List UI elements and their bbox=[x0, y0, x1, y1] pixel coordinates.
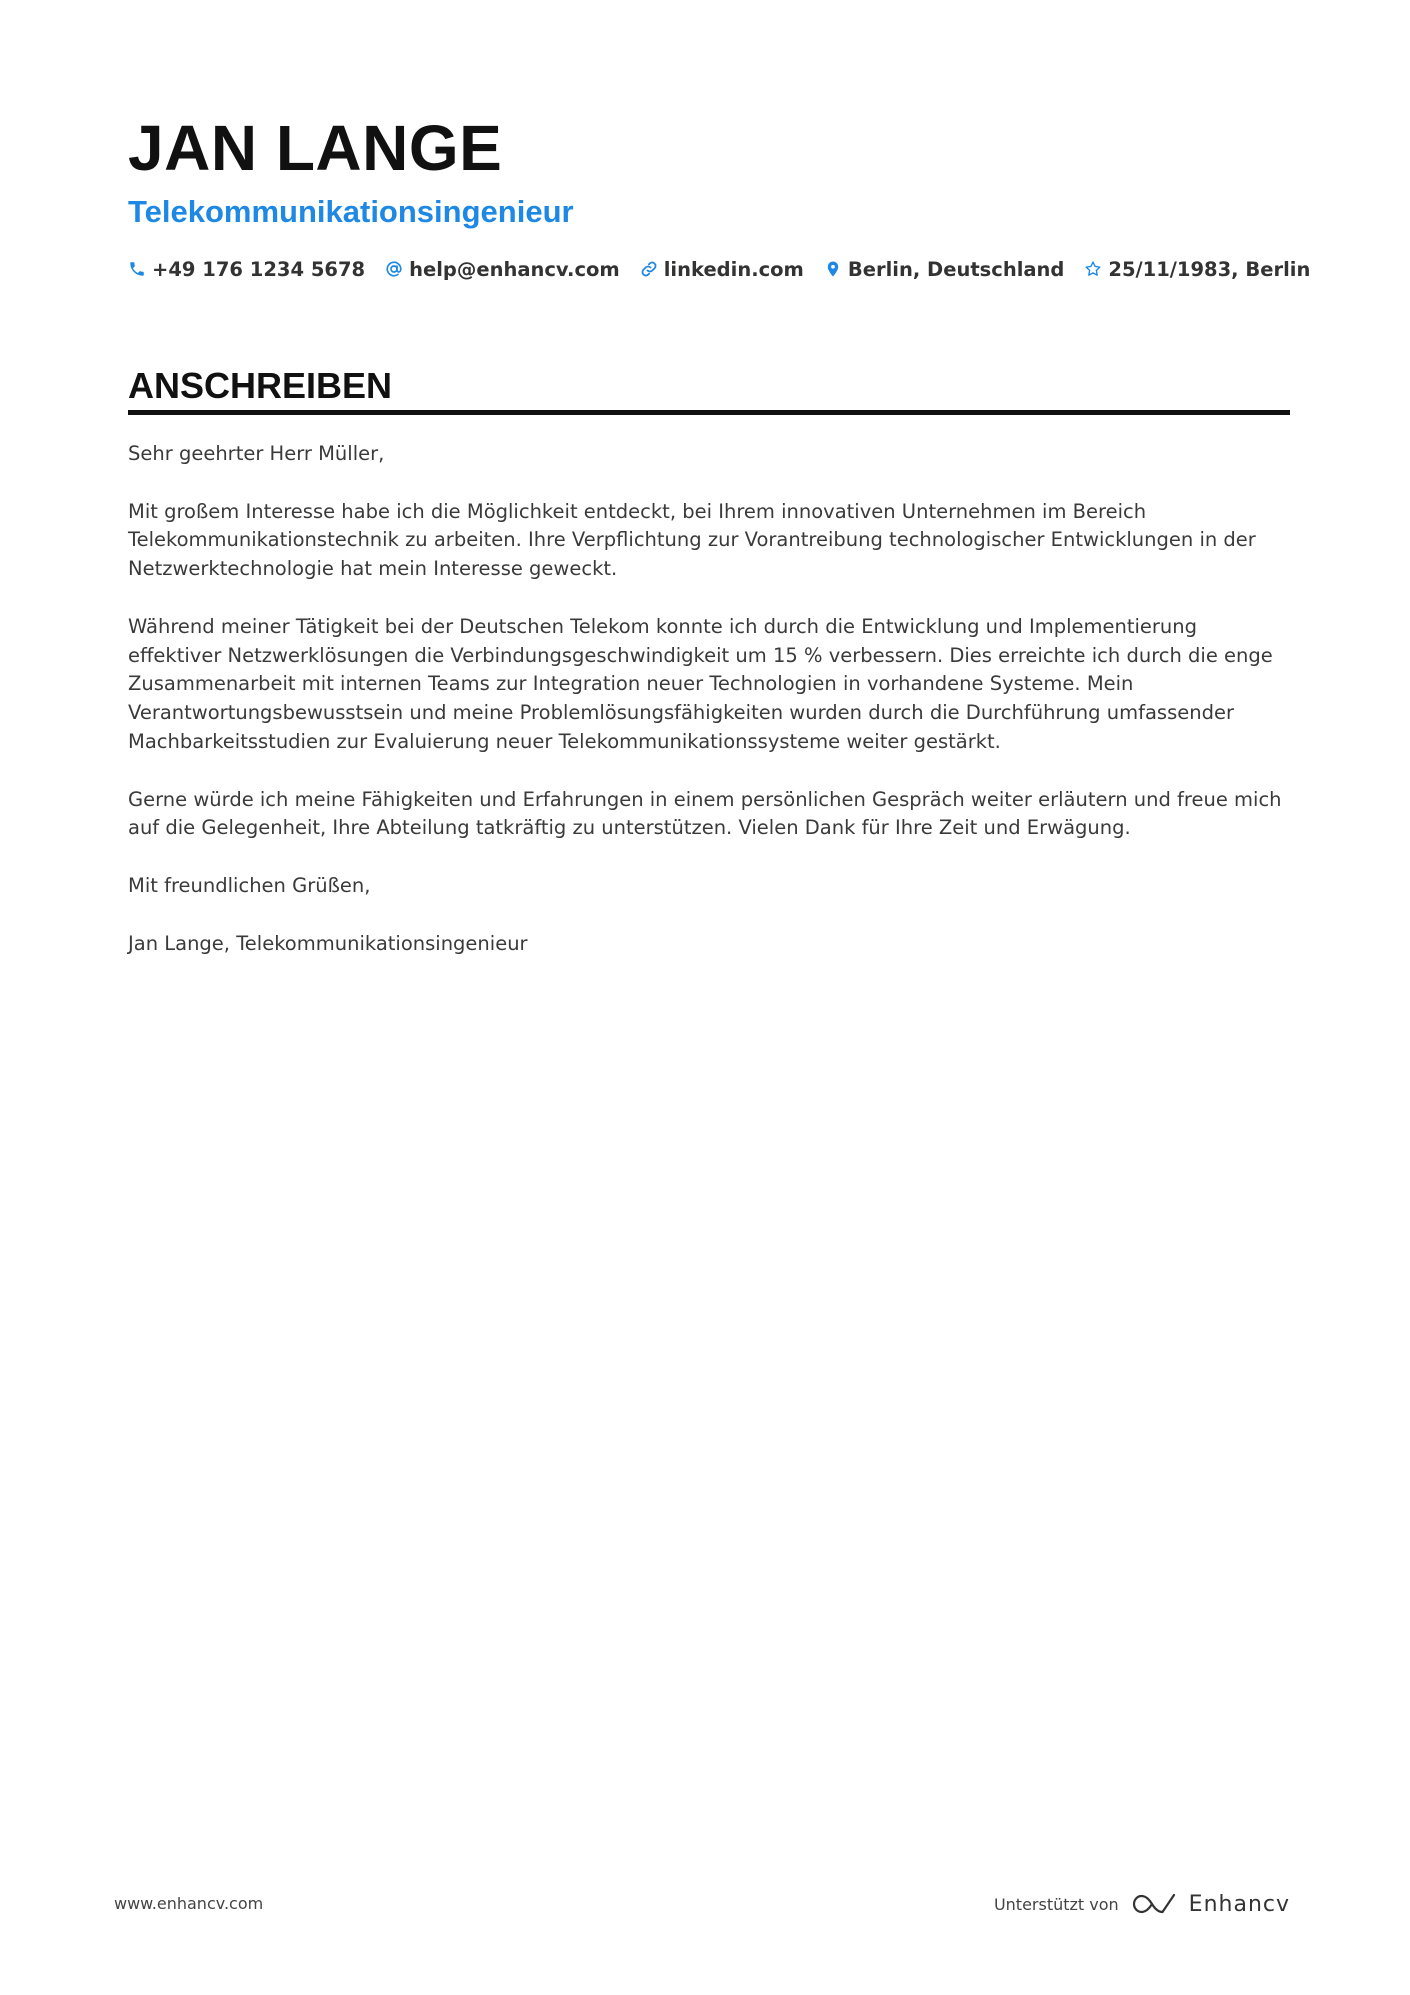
location-pin-icon bbox=[824, 260, 842, 278]
at-icon bbox=[385, 260, 403, 278]
salutation: Sehr geehrter Herr Müller, bbox=[128, 442, 385, 465]
contact-phone bbox=[128, 258, 365, 281]
footer-website[interactable]: www.enhancv.com bbox=[114, 1894, 264, 1913]
contact-birthdate bbox=[1084, 258, 1310, 281]
contact-bar bbox=[128, 254, 1310, 284]
linkedin-link[interactable]: linkedin.com bbox=[663, 257, 804, 281]
email-address[interactable]: help@enhancv.com bbox=[409, 257, 620, 281]
brand-name: Enhancv bbox=[1188, 1891, 1290, 1917]
letter-body bbox=[128, 440, 1290, 987]
enhancv-logo-icon bbox=[1131, 1891, 1177, 1917]
paragraph-experience: Während meiner Tätigkeit bei der Deutschen Telekom konnte ich durch die Entwicklung und Implementierung effektiver Netzwerklösungen die Verbindungsgeschwindigkeit um 15 % verbessern. Dies erreichte ich durch die enge Zusammenarbeit mit internen Teams zur Integration neuer Technologien in vorhandene Systeme. Mein Verantwortungsbewusstsein und meine Problemlösungsfähigkeiten wurden durch die Durchführung umfassender Machbarkeitsstudien zur Evaluierung neuer Telekommunikationssysteme weiter gestärkt. bbox=[128, 614, 1273, 753]
phone-number: +49 176 1234 5678 bbox=[152, 257, 366, 281]
closing-phrase: Mit freundlichen Grüßen, bbox=[128, 873, 371, 897]
contact-linkedin[interactable] bbox=[640, 258, 804, 281]
job-title: Telekommunikationsingenieur bbox=[128, 194, 574, 229]
contact-email[interactable] bbox=[385, 258, 620, 281]
paragraph-intro: Mit großem Interesse habe ich die Möglichkeit entdeckt, bei Ihrem innovativen Unternehmen im Bereich Telekommunikationstechnik zu arbeiten. Ihre Verpflichtung zur Vorantreibung technologischer Entwicklungen in der Netzwerktechnologie hat mein Interesse geweckt. bbox=[128, 499, 1256, 581]
birthdate-text: 25/11/1983, Berlin bbox=[1108, 257, 1311, 281]
star-icon bbox=[1084, 260, 1102, 278]
powered-by-label: Unterstützt von bbox=[993, 1894, 1119, 1914]
applicant-name: JAN LANGE bbox=[128, 112, 503, 184]
location-text: Berlin, Deutschland bbox=[847, 257, 1065, 281]
phone-icon bbox=[128, 260, 146, 278]
section-title: ANSCHREIBEN bbox=[128, 365, 393, 406]
link-icon bbox=[640, 260, 658, 278]
contact-location bbox=[824, 258, 1065, 281]
signature: Jan Lange, Telekommunikationsingenieur bbox=[128, 931, 528, 955]
section-divider bbox=[128, 410, 1290, 415]
paragraph-closing: Gerne würde ich meine Fähigkeiten und Erfahrungen in einem persönlichen Gespräch weiter erläutern und freue mich auf die Gelegenheit, Ihre Abteilung tatkräftig zu unterstützen. Vielen Dank für Ihre Zeit und Erwägung. bbox=[128, 787, 1282, 840]
footer-branding bbox=[994, 1880, 1290, 1928]
